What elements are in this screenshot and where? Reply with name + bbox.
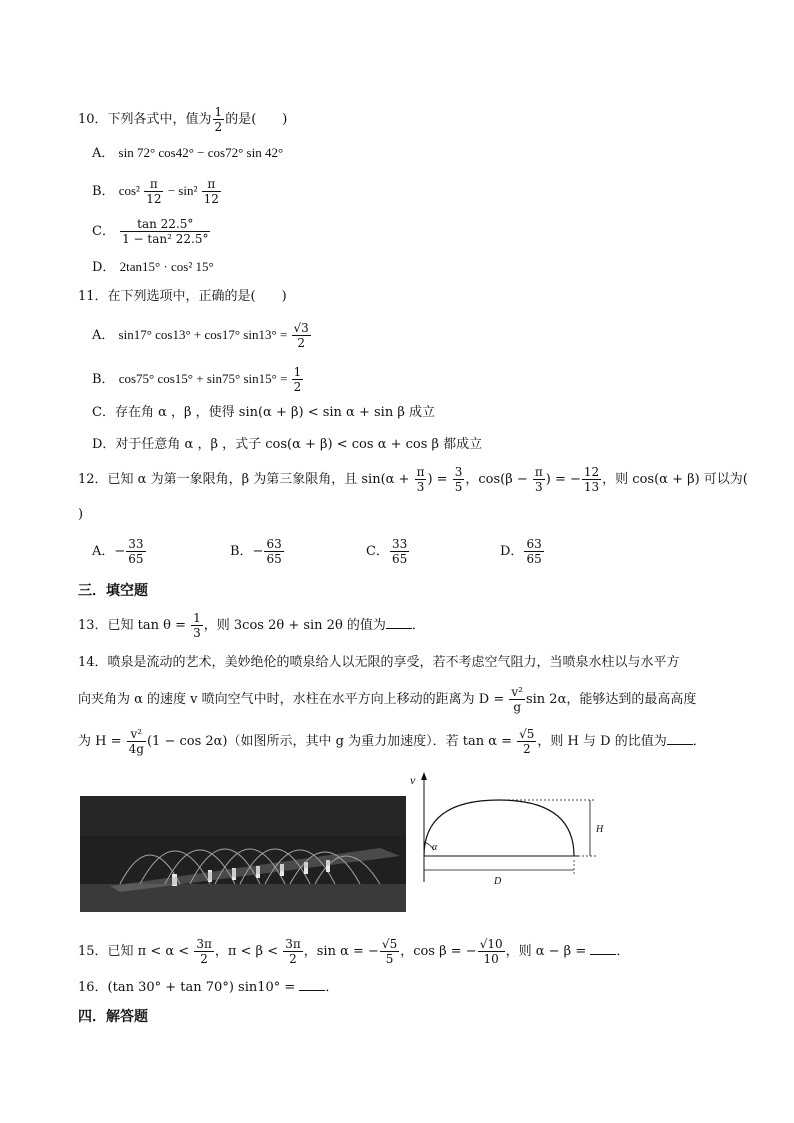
q12-stem-close: ) — [78, 507, 84, 522]
trajectory-arc — [424, 800, 574, 856]
q11-option-c: C．存在角 α ，β ，使得 sin(α + β) < sin α + sin β 成立 — [92, 405, 435, 420]
q10-option-d: D． 2tan15° · cos² 15° — [92, 259, 214, 275]
q16: 16．(tan 30° + tan 70°) sin10° = ． — [78, 980, 339, 995]
q10-stem-text: 10．下列各式中，值为 — [78, 112, 212, 127]
label-d: D — [494, 876, 502, 887]
v-axis-arrow — [421, 772, 427, 780]
q14-line1: 14．喷泉是流动的艺术，美妙绝伦的喷泉给人以无限的享受，若不考虑空气阻力，当喷泉水柱以与水平方 — [78, 655, 680, 670]
q13: 13．已知 tan θ = $\frac{1}{3}$ ，则 3cos 2θ + sin 2θ 的值为 ． — [78, 611, 425, 640]
section-3-heading: 三．填空题 — [78, 583, 148, 599]
q12-option-c: C． $\frac{33}{65}$ — [366, 537, 408, 566]
q11-stem: 11．在下列选项中，正确的是( ) — [78, 289, 287, 304]
q14-answer-blank — [667, 732, 693, 745]
q10-option-c: C． $\frac{\tan 22.5^\circ}{\text{1 − tan² 22.5°}}$ — [92, 217, 209, 246]
trajectory-svg — [404, 770, 614, 890]
q16-answer-blank — [299, 978, 325, 991]
q14-line3: 为 H = $\frac{\text{v²}}{4g}$ (1 − cos 2α)（如图所示，其中 g 为重力加速度）．若 tan α = $\frac{√5}{2}$ ，则 H 与 D 的比值为 ． — [78, 727, 706, 756]
q10-option-a: A． sin 72° cos42° − cos72° sin 42° — [92, 145, 284, 161]
label-v: v — [410, 773, 416, 787]
label-h: H — [596, 824, 604, 835]
q11-option-b: B． cos75° cos15° + sin75° sin15° = $\frac{1}{2}$ — [92, 365, 302, 394]
q12-option-a: A．− $\frac{33}{65}$ — [92, 537, 144, 566]
q10-option-b: B． cos² $\frac{\pi}{12}$ − sin² $\frac{\pi}{12}$ — [92, 177, 219, 206]
q11-option-a: A． sin17° cos13° + cos17° sin13° = $\frac{√3}{2}$ — [92, 321, 309, 350]
q12-option-b: B．− $\frac{63}{65}$ — [230, 537, 282, 566]
q13-answer-blank — [386, 616, 412, 629]
q10-fraction: $\frac{1}{2}$ — [214, 105, 223, 134]
section-4-heading: 四．解答题 — [78, 1009, 148, 1025]
q14-line2: 向夹角为 α 的速度 v 喷向空气中时，水柱在水平方向上移动的距离为 D = $\frac{\text{v²}}{g}$ sin 2α，能够达到的最高高度 — [78, 685, 697, 714]
q12-option-d: D． $\frac{63}{65}$ — [500, 537, 542, 566]
q15: 15．已知 π < α < $\frac{3\pi}{2}$ ，π < β < $\frac{3\pi}{2}$ ，sin α = − $\frac{√5}{5}$ ，cos β = − $\frac{√10}{10}$ ，则 α − β = ． — [78, 937, 630, 966]
q12-stem: 12．已知 α 为第一象限角，β 为第三象限角，且 sin(α + $\frac{\pi}{3}$ ) = $\frac{3}{5}$ ，cos(β − $\frac{\pi}{3}$ ) = − $\frac{12}{13}$ ，则 cos(α + β) 可以为( — [78, 465, 748, 494]
trajectory-diagram — [404, 770, 614, 890]
fountain-photo-drawing — [80, 796, 406, 912]
q10-stem: 10．下列各式中，值为 $\frac{1}{2}$ 的是( ) — [78, 105, 288, 134]
q11-option-d: D．对于任意角 α ，β ，式子 cos(α + β) < cos α + cos β 都成立 — [92, 437, 483, 452]
label-alpha: α — [432, 842, 438, 853]
q15-answer-blank — [590, 942, 616, 955]
fountain-photo — [80, 796, 406, 912]
